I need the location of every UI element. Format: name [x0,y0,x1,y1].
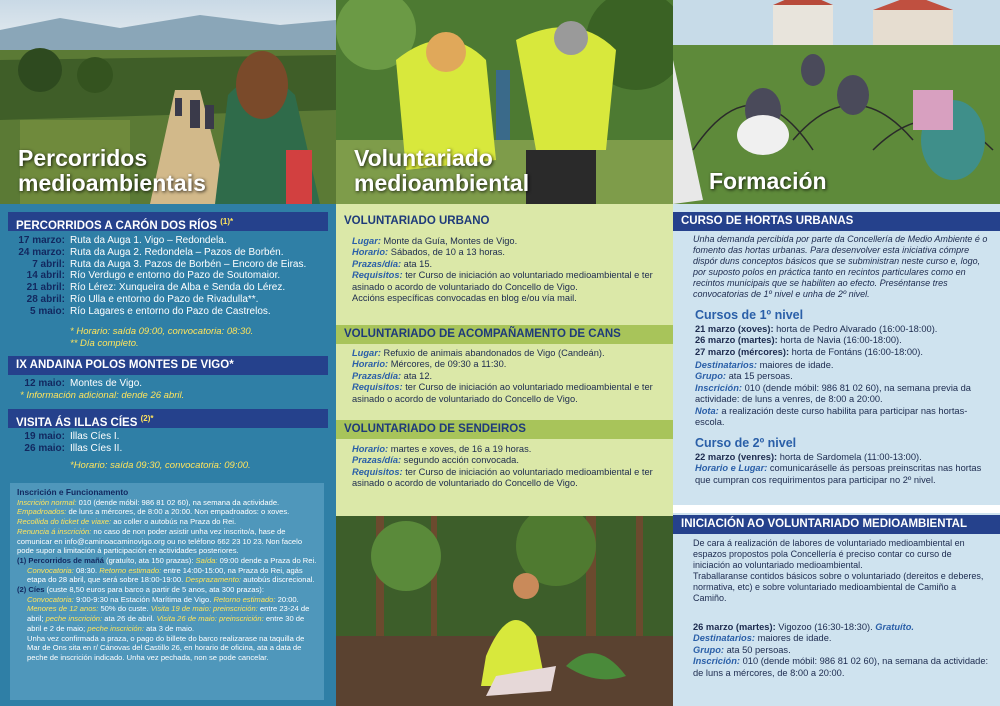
schedule-text: Río Verdugo e entorno do Pazo de Soutomaior. [70,270,281,282]
level2-details: 22 marzo (venres): horta de Sardomela (11:00-13:00). Horario e Lugar: comunicaráselle ás persoas preinscritas nas hortas que cumpran cos requirimentos para participar no 2º nivel. [695,452,982,485]
schedule-date: 12 maio: [24,378,65,389]
column-percorridos [0,0,336,706]
hero-title: Percorridos medioambientais [18,145,206,196]
course-row: 27 marzo (mércores): horta de Fontáns (16:00-18:00). [695,346,923,357]
schedule-date: 19 maio: [24,431,65,442]
schedule-date: 24 marzo: [18,246,65,258]
hero-title: Voluntariado medioambiental [354,145,530,196]
hero-title: Formación [709,168,827,194]
schedule-date: 26 maio: [24,442,65,454]
subtitle-level1: Cursos de 1º nivel [695,308,804,322]
schedule-date: 7 abril: [32,258,65,270]
schedule-text: Illas Cíes II. [70,442,123,454]
section-header-sendeiros: VOLUNTARIADO DE SENDEIROS [336,420,673,439]
schedule-row [8,235,306,247]
course-row: 21 marzo (xoves): horta de Pedro Alvarado (16:00-18:00). [695,324,938,334]
urbano-details: Lugar: Monte da Guía, Montes de Vigo. Horario: Sábados, de 10 a 13 horas. Prazas/día: ata 15. Requisitos: ter Curso de iniciación ao voluntariado medioambiental e ter asinado o acordo de voluntariado do Concello de Vigo. Accións específicas convocadas en blog e/ou vía mail. [352,236,653,304]
section-header-hortas: CURSO DE HORTAS URBANAS [673,212,1000,231]
cies-schedule [8,431,122,455]
andaina-note: * Información adicional: dende 26 abril. [20,390,185,401]
section-header-andaina: IX ANDAINA POLOS MONTES DE VIGO* [8,356,328,375]
schedule-text: Ruta da Auga 1. Vigo – Redondela. [70,235,227,246]
rios-schedule [8,235,306,318]
inscription-info-box: Inscrición e Funcionamento Inscrición normal: 010 (dende móbil: 986 81 02 60), na semana da actividade. Empadroados: de luns a mércores, de 8:00 a 20:00. Non empadroados: o xoves. Recollida do ticket de viaxe: ao coller o autobús na Praza do Rei. Renuncia á inscrición: no caso de non poder asistir unha vez inscrito/a, hase de comunicar en info@caminoacaminovigo.org ou no teléfono 662 23 10 23. Non facelo pode supor a limitación á participación en actividades posteriores. (1) Percorridos de mañá (gratuíto, ata 150 prazas): Saída: 09:00 dende a Praza do Rei. Convocatoria: 08:30. Retorno estimado: entre 14:00-15:00, na Praza do Rei, agás etapa do 28 abril, que será sobre 18:00-19:00. Desprazamento: autobús discrecional. (2) Cíes (custe 8,50 euros para barco a partir de 5 anos, ata 300 prazas): Convocatoria: 9:00-9:30 na Estación Marítima de Vigo. Retorno estimado: 20:00. Menores de 12 anos: 50% do custe. Visita 19 de maio: preinscrición: entre 23-24 de abril; peche inscrición: ata 26 de abril. Visita 26 de maio: preinscrición: entre 30 de abril e 2 de maio; peche inscrición: ata 3 de maio. Unha vez confirmada a praza, o pago do billete do barco realizarase na taquilla de Mar de Ons sita en r/ Cánovas del Castillo 26, en horario de oficina, ata a data de peche de inscrición indicado. Unha vez pechada, non se pode cancelar. [10,483,324,700]
schedule-date: 17 marzo: [18,235,65,246]
schedule-row [8,259,306,271]
schedule-date: 28 abril: [26,293,65,305]
section-header-iniciacion: INICIACIÓN AO VOLUNTARIADO MEDIOAMBIENTAL [673,515,1000,534]
andaina-schedule [8,378,142,390]
schedule-row [8,443,122,455]
section-header-urbano: VOLUNTARIADO URBANO [336,212,673,231]
schedule-row [8,306,306,318]
sendeiros-details: Horario: martes e xoves, de 16 a 19 horas. Prazas/día: segundo acción convocada. Requisitos: ter Curso de iniciación ao voluntariado medioambiental e ter asinado o acordo de voluntariado do Concello de Vigo. [352,444,653,489]
garden-photo [673,0,1000,204]
schedule-row [8,294,306,306]
rios-note-1: * Horario: saída 09:00, convocatoria: 08:30. [70,326,254,337]
rios-note-2: ** Día completo. [70,338,139,349]
column-formacion [673,0,1000,706]
level1-courses [695,324,993,358]
schedule-text: Illas Cíes I. [70,431,120,442]
schedule-row [8,247,306,259]
schedule-date: 5 maio: [29,305,65,317]
section-header-cies: VISITA ÁS ILLAS CÍES $^{(2)*}$ [8,409,328,428]
schedule-row [8,270,306,282]
schedule-row [8,431,122,443]
schedule-text: Río Lagares e entorno do Pazo de Castrelos. [70,305,271,317]
course-row: 26 marzo (martes): horta de Navia (16:00-18:00). [695,335,902,346]
cans-details: Lugar: Refuxio de animais abandonados de Vigo (Candeán). Horario: Mércores, de 09:30 a 11:30. Prazas/día: ata 12. Requisitos: ter Curso de iniciación ao voluntariado medioambiental e ter asinado o acordo de voluntariado do Concello de Vigo. [352,348,653,404]
schedule-text: Montes de Vigo. [70,378,143,389]
schedule-date: 14 abril: [26,270,65,282]
schedule-text: Río Ulla e entorno do Pazo de Rivadulla**. [70,293,259,305]
section-header-rios: PERCORRIDOS A CARÓN DOS RÍOS $^{(1)*}$ [8,212,328,231]
schedule-date: 21 abril: [26,282,65,294]
schedule-text: Ruta da Auga 3. Pazos de Borbén – Encoro de Eiras. [70,258,307,270]
cies-note: *Horario: saída 09:30, convocatoria: 09:00. [70,460,251,471]
schedule-text: Río Lérez: Xunqueira de Alba e Senda do Lérez. [70,282,286,294]
column-voluntariado [336,0,673,706]
subtitle-level2: Curso de 2º nivel [695,436,797,450]
schedule-text: Ruta da Auga 2. Redondela – Pazos de Borbén. [70,246,284,258]
forest-volunteer-photo [336,516,673,706]
iniciacion-text: De cara á realización de labores de voluntariado medioambiental en espazos propostos pola Concellería é preciso contar co curso de iniciación ao voluntariado medioambiental. Traballaranse contidos básicos sobre o voluntariado (dereitos e deberes, normativa, etc) e sobre voluntariado medioambiental de Camiño a Camiño. [693,538,984,603]
iniciacion-details: 26 marzo (martes): Vigozoo (16:30-18:30). Gratuíto. Destinatarios: maiores de idade. Grupo: ata 50 persoas. Inscrición: 010 (dende móbil: 986 81 02 60), na semana da actividade: de luns a mércores, de 8:00 a 20:00. [693,622,989,678]
schedule-row [8,282,306,294]
schedule-row [8,378,142,390]
hikers-photo [0,0,336,204]
section-header-cans: VOLUNTARIADO DE ACOMPAÑAMENTO DE CANS [336,325,673,344]
level1-details: Destinatarios: maiores de idade. Grupo: ata 15 persoas. Inscrición: 010 (dende móbil: 986 81 02 60), na semana previa da actividade: de luns a venres, de 8:00 a 20:00. Nota: a realización deste curso habilita para participar nas hortas-escola. [695,360,971,428]
volunteers-photo [336,0,673,204]
hortas-intro: Unha demanda percibida por parte da Concellería de Medio Ambiente é o fomento das hortas urbanas. Para desenvolver esta iniciativa cómpre dispór duns conceptos básicos que se subministran neste curso e, logo, por suposto polos en práctica tanto en recintos particulares como en recintos municipais que se habiliten ao efecto. Preséntanse tres convocatorias de 1º nivel e unha de 2º nivel. [693,234,988,299]
divider [673,505,1000,513]
